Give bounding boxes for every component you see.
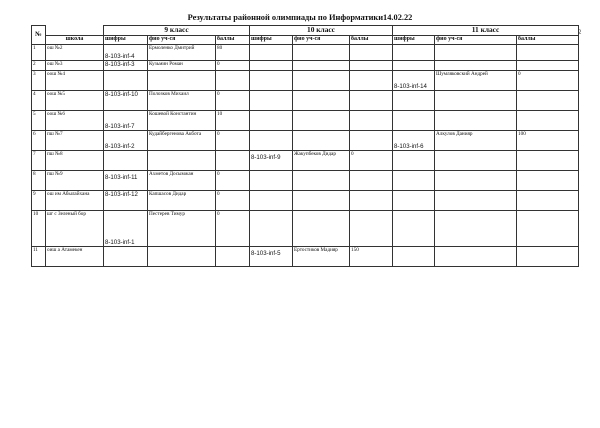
code-cell: [250, 190, 293, 210]
table-row: [32, 190, 579, 210]
code-cell: 8-103-inf-9: [250, 150, 293, 170]
student-name-cell: [435, 246, 517, 266]
school-cell: оош №5: [46, 90, 104, 110]
score-cell: [216, 150, 250, 170]
code-cell: [393, 150, 435, 170]
school-cell: оош №4: [46, 70, 104, 90]
student-name-cell: [293, 90, 350, 110]
student-name-cell: [435, 90, 517, 110]
score-cell: [350, 44, 393, 60]
score-cell: 0: [216, 60, 250, 70]
row-number: 9: [32, 190, 46, 210]
table-row: [32, 246, 579, 266]
row-number: 5: [32, 110, 46, 130]
row-number: 10: [32, 210, 46, 246]
student-name-cell: [435, 110, 517, 130]
student-name-cell: [293, 210, 350, 246]
code-cell: 8-103-inf-3: [104, 60, 148, 70]
student-name-cell: [435, 44, 517, 60]
student-name-cell: [293, 130, 350, 150]
school-cell: пш №7: [46, 130, 104, 150]
code-cell: 8-103-inf-7: [105, 122, 135, 130]
row-number: 8: [32, 170, 46, 190]
school-cell: шг с Зеленый бор: [46, 210, 104, 246]
code-cell: 8-103-inf-10: [104, 90, 148, 110]
row-number: 4: [32, 90, 46, 110]
student-name-cell: [293, 190, 350, 210]
student-name-cell: Шумляковский Андрей: [435, 70, 517, 90]
table-row: [32, 150, 579, 170]
col-header-code: шифры: [104, 35, 148, 44]
col-header-code: шифры: [393, 35, 435, 44]
grade-header-11: 11 класс: [393, 26, 579, 36]
student-name-cell: Капшасов Дидар: [148, 190, 216, 210]
row-number: 11: [32, 246, 46, 266]
code-cell: 8-103-inf-1: [105, 238, 135, 246]
code-cell: [250, 210, 293, 246]
student-name-cell: Ертостиков Мадияр: [293, 246, 350, 266]
score-cell: 0: [216, 130, 250, 150]
score-cell: [517, 110, 579, 130]
score-cell: [517, 150, 579, 170]
grade-header-10: 10 класс: [250, 26, 393, 36]
code-cell: [104, 150, 148, 170]
score-cell: [350, 60, 393, 70]
score-cell: 10: [216, 110, 250, 130]
table-row: [32, 130, 579, 150]
code-cell: [250, 70, 293, 90]
code-cell: [393, 90, 435, 110]
code-cell: [393, 60, 435, 70]
table-row: [32, 210, 579, 246]
code-cell: 8-103-inf-2: [105, 142, 135, 150]
row-number: 2: [32, 60, 46, 70]
student-name-cell: Кузьмин Роман: [148, 60, 216, 70]
col-header-name: фио уч-ся: [435, 35, 517, 44]
code-cell: [393, 110, 435, 130]
student-name-cell: [293, 170, 350, 190]
student-name-cell: Кошевой Константин: [148, 110, 216, 130]
code-cell: [250, 130, 293, 150]
score-cell: 0: [216, 190, 250, 210]
table-row: [32, 60, 579, 70]
code-cell: [104, 70, 148, 90]
code-cell: [250, 90, 293, 110]
score-cell: 0: [350, 150, 393, 170]
score-cell: [350, 210, 393, 246]
school-cell: ош №3: [46, 60, 104, 70]
code-cell: 8-103-inf-4: [105, 52, 135, 60]
school-cell: пш №9: [46, 170, 104, 190]
student-name-cell: Алкулов Данияр: [435, 130, 517, 150]
student-name-cell: Жакупбеков Дидар: [293, 150, 350, 170]
student-name-cell: [435, 60, 517, 70]
col-header-name: фио уч-ся: [148, 35, 216, 44]
code-cell: [393, 246, 435, 266]
code-cell: 8-103-inf-11: [104, 170, 148, 190]
code-cell: [250, 170, 293, 190]
results-table: [31, 25, 582, 267]
score-cell: [517, 60, 579, 70]
school-cell: оош №6: [46, 110, 104, 130]
score-cell: [517, 90, 579, 110]
student-name-cell: [293, 44, 350, 60]
score-cell: [350, 190, 393, 210]
page-mark: 2: [578, 30, 582, 36]
table-row: [32, 70, 579, 90]
col-header-score: баллы: [517, 35, 579, 44]
code-cell: 8-103-inf-5: [250, 246, 293, 266]
score-cell: 150: [350, 246, 393, 266]
student-name-cell: Пестерев Тимур: [148, 210, 216, 246]
score-cell: [517, 210, 579, 246]
score-cell: 0: [216, 210, 250, 246]
code-cell: 8-103-inf-6: [394, 142, 424, 150]
code-cell: 8-103-inf-12: [104, 190, 148, 210]
col-header-school: школа: [46, 35, 104, 44]
student-name-cell: [435, 150, 517, 170]
row-number: 6: [32, 130, 46, 150]
code-cell: [250, 44, 293, 60]
score-cell: [216, 246, 250, 266]
student-name-cell: [293, 110, 350, 130]
row-number: 1: [32, 44, 46, 60]
code-cell: [393, 210, 435, 246]
score-cell: [350, 90, 393, 110]
score-cell: [517, 44, 579, 60]
score-cell: 0: [216, 170, 250, 190]
school-cell: ош №2: [46, 44, 104, 60]
score-cell: 0: [517, 70, 579, 90]
score-cell: [517, 246, 579, 266]
student-name-cell: Полозков Михаил: [148, 90, 216, 110]
code-cell: [393, 170, 435, 190]
student-name-cell: [435, 170, 517, 190]
code-cell: [393, 44, 435, 60]
student-name-cell: [293, 60, 350, 70]
score-cell: [517, 190, 579, 210]
student-name-cell: [148, 70, 216, 90]
school-cell: пш №8: [46, 150, 104, 170]
code-cell: [393, 190, 435, 210]
score-cell: [350, 130, 393, 150]
page-title: Результаты районной олимпиады по Информатики14.02.22: [187, 13, 413, 22]
col-header-code: шифры: [250, 35, 293, 44]
code-cell: [250, 110, 293, 130]
row-number: 7: [32, 150, 46, 170]
score-cell: 100: [517, 130, 579, 150]
code-cell: 8-103-inf-14: [394, 82, 427, 90]
student-name-cell: [435, 190, 517, 210]
student-name-cell: Ахметов Досымжан: [148, 170, 216, 190]
code-cell: [104, 246, 148, 266]
student-name-cell: Ермоленко Дмитрий: [148, 44, 216, 60]
grade-header-9: 9 класс: [104, 26, 250, 36]
score-cell: [350, 170, 393, 190]
school-cell: ош им Абылайхана: [46, 190, 104, 210]
student-name-cell: [293, 70, 350, 90]
col-header-score: баллы: [350, 35, 393, 44]
col-header-score: баллы: [216, 35, 250, 44]
student-name-cell: [148, 246, 216, 266]
score-cell: 0: [216, 90, 250, 110]
score-cell: [517, 170, 579, 190]
row-number: 3: [32, 70, 46, 90]
student-name-cell: [148, 150, 216, 170]
score-cell: 80: [216, 44, 250, 60]
table-row: [32, 110, 579, 130]
score-cell: [216, 70, 250, 90]
col-header-name: фио уч-ся: [293, 35, 350, 44]
student-name-cell: [435, 210, 517, 246]
score-cell: [350, 70, 393, 90]
table-row: [32, 170, 579, 190]
table-row: [32, 90, 579, 110]
table-row: [32, 44, 579, 60]
score-cell: [350, 110, 393, 130]
school-cell: оиш а Атамекен: [46, 246, 104, 266]
code-cell: [250, 60, 293, 70]
col-header-num: №: [32, 26, 46, 45]
student-name-cell: Кудайбергенова Акбота: [148, 130, 216, 150]
